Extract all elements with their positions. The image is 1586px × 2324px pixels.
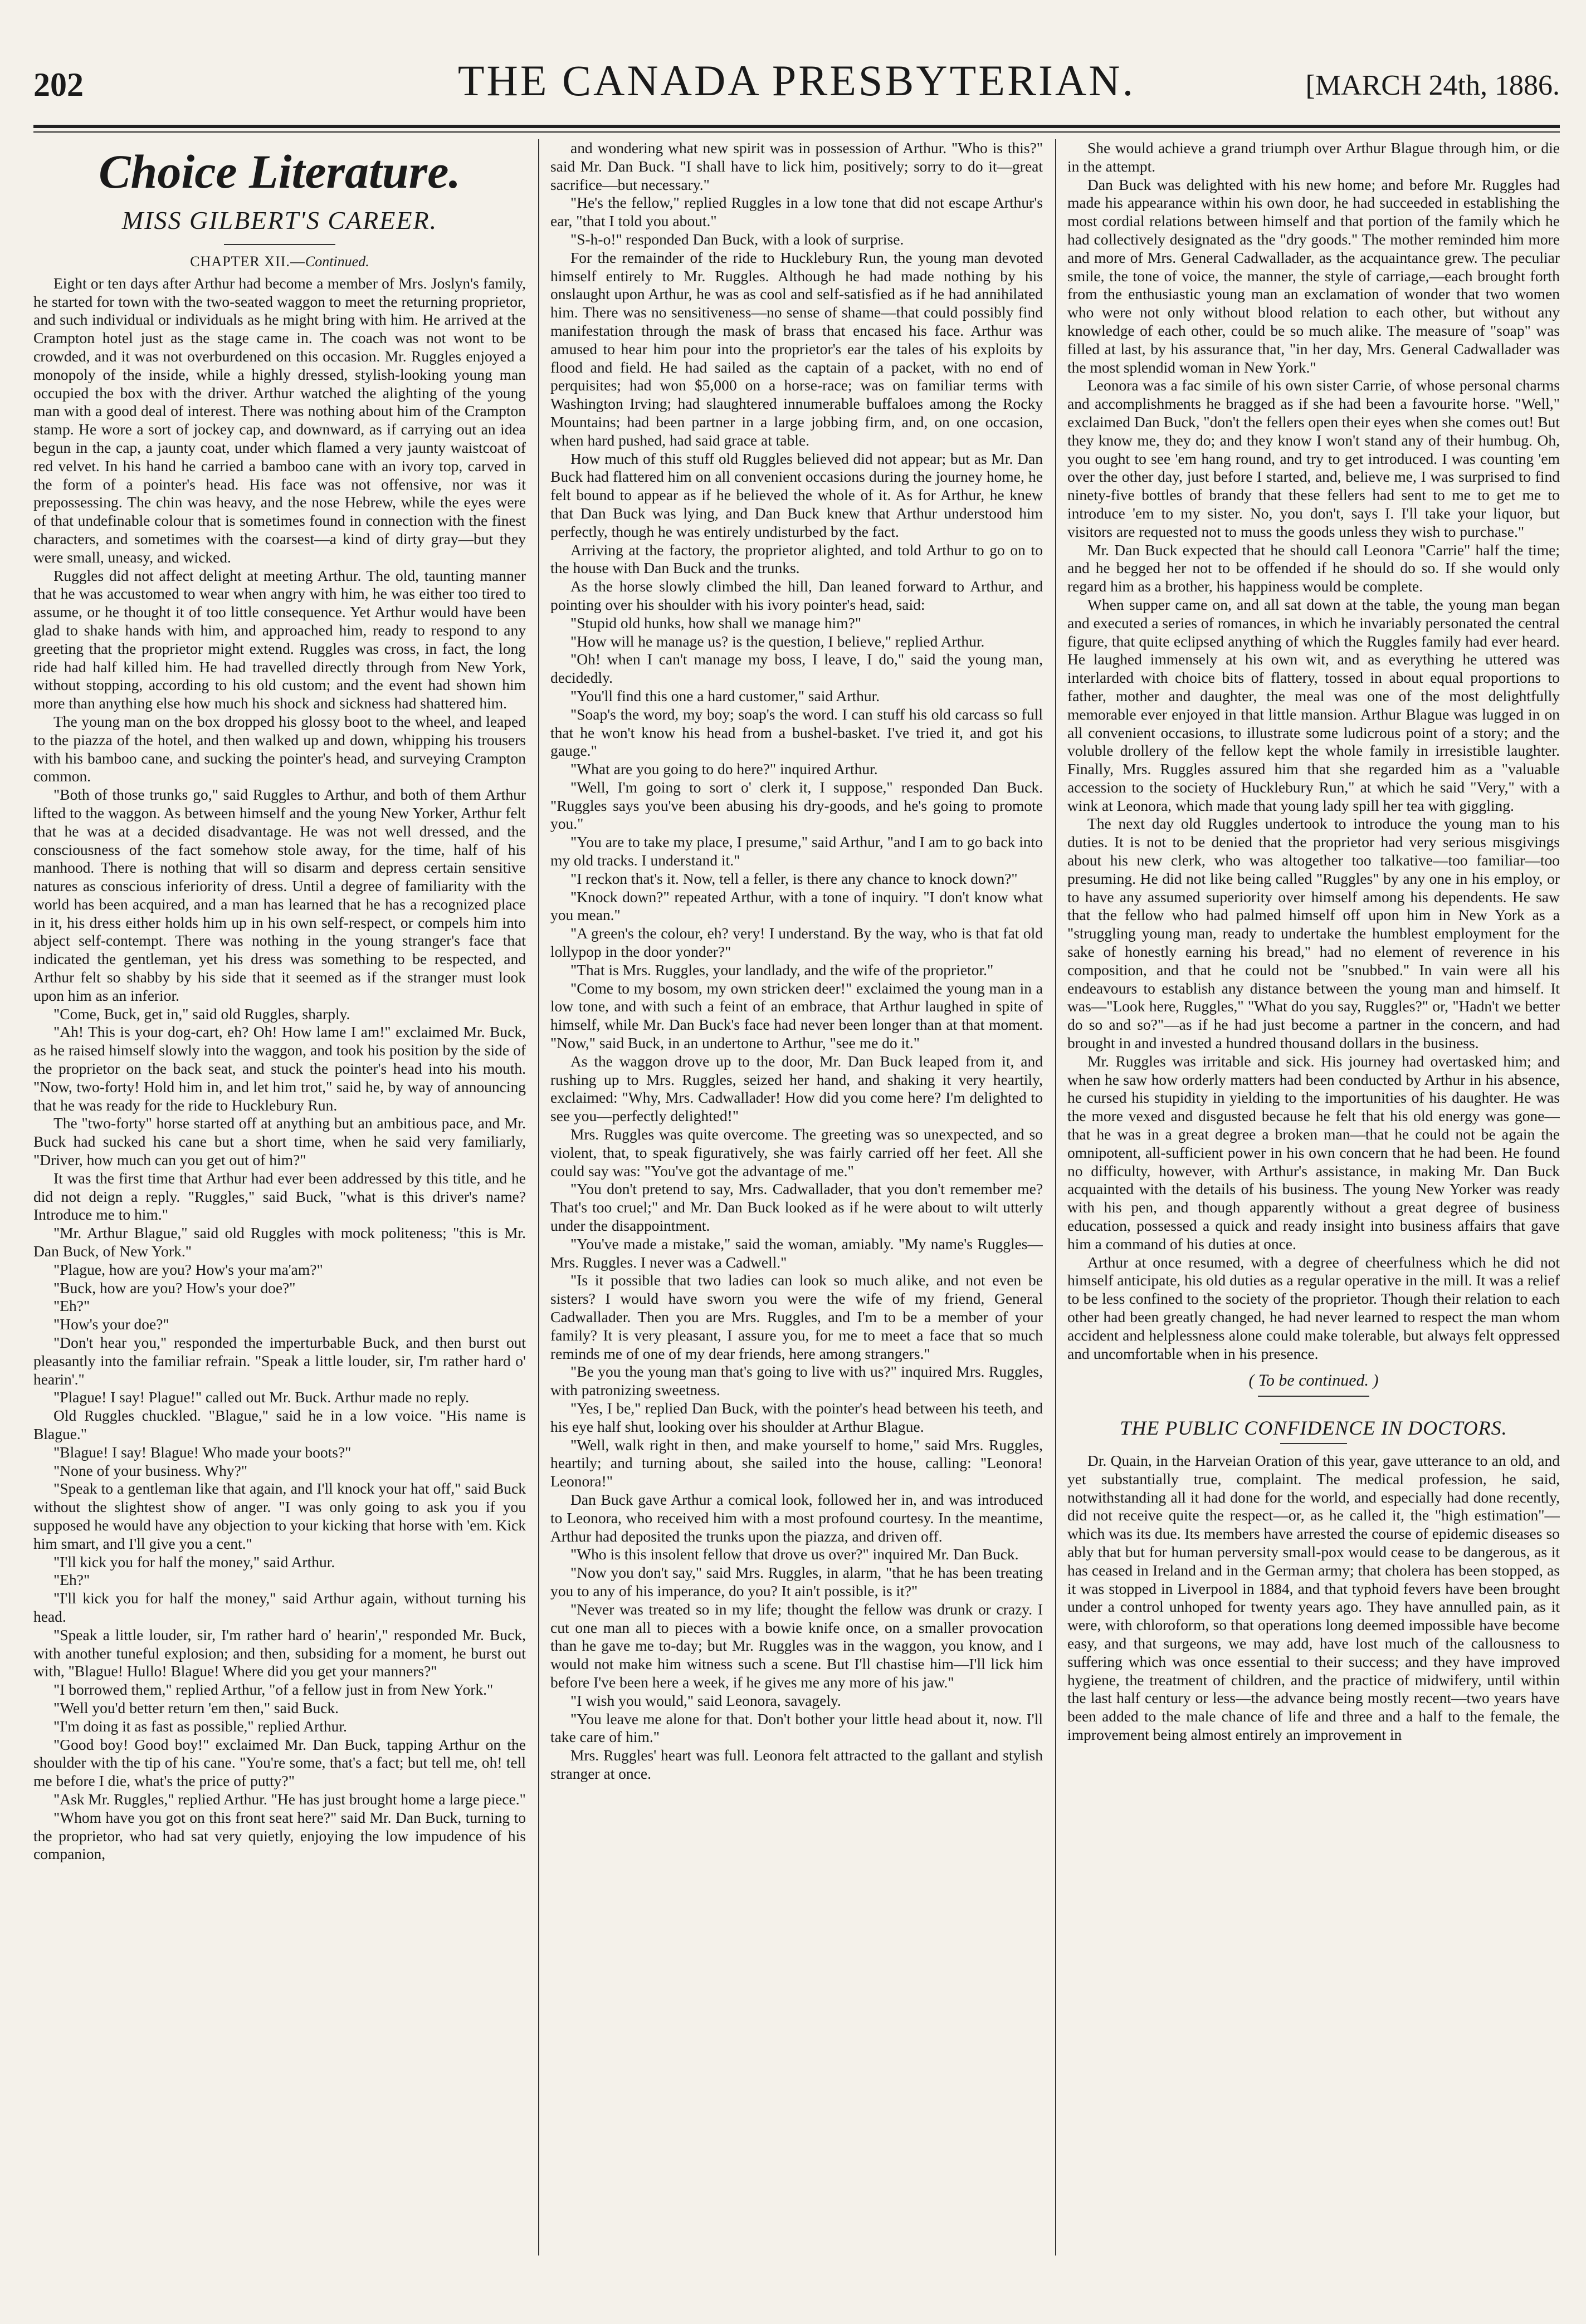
paragraph: "He's the fellow," replied Ruggles in a low tone that did not escape Arthur's ear, "that I told you about." (550, 194, 1043, 230)
column-2 (550, 139, 1043, 2255)
paragraph: "How's your doe?" (53, 1315, 169, 1333)
paragraph: "You leave me alone for that. Don't bother your little head about it, now. I'll take care of him." (550, 1710, 1043, 1746)
paragraph: Arriving at the factory, the proprietor alighted, and told Arthur to go on to the house with Dan Buck and the trunks. (550, 541, 1043, 577)
chapter-label: CHAPTER XII.— (190, 253, 305, 270)
paragraph: "None of your business. Why?" (53, 1461, 248, 1479)
paragraph: It was the first time that Arthur had ever been addressed by this title, and he did not deign a reply. "Ruggles," said Buck, "what is this driver's name? Introduce me to him." (33, 1169, 526, 1224)
paragraph: "I reckon that's it. Now, tell a feller, is there any chance to knock down?" (570, 869, 1018, 887)
paragraph: How much of this stuff old Ruggles believed did not appear; but as Mr. Dan Buck had flattered him on all convenient occasions during the journey home, he felt bound to appear as if he believed the whole of it. As for Arthur, he knew that Dan Buck was lying, and Dan Buck knew that Arthur understood him perfectly, though he was entirely undisturbed by the fact. (550, 449, 1043, 540)
story-title: MISS GILBERT'S CAREER. (121, 206, 438, 234)
paragraph: "Blague! I say! Blague! Who made your boots?" (53, 1443, 352, 1461)
paragraph: "Yes, I be," replied Dan Buck, with the pointer's head between his teeth, and his eye half shut, looking over his shoulder at Arthur Blague. (550, 1399, 1043, 1435)
paragraph: "You'll find this one a hard customer," said Arthur. (570, 687, 880, 704)
paragraph: "Speak a little louder, sir, I'm rather hard o' hearin'," responded Mr. Buck, with another tuneful explosion; and then, subsiding for a moment, he burst out with, "Blague! Hullo! Blague! Where did you get your manners?" (33, 1626, 526, 1680)
issue-date: [MARCH 24th, 1886. (1305, 70, 1560, 101)
column-divider (1055, 139, 1056, 2255)
paragraph: "Good boy! Good boy!" exclaimed Mr. Dan Buck, tapping Arthur on the shoulder with the tip of his cane. "You're some, that's a fact; but tell me, oh! tell me before I die, what's the price of putty?" (33, 1735, 526, 1790)
paragraph: "Whom have you got on this front seat here?" said Mr. Dan Buck, turning to the proprietor, who had sat very quietly, enjoying the low impudence of his companion, (33, 1808, 526, 1863)
paragraph: "Well, I'm going to sort o' clerk it, I suppose," responded Dan Buck. "Ruggles says you've been abusing his dry-goods, and he's going to promote you." (550, 778, 1043, 833)
paragraph: "Plague! I say! Plague!" called out Mr. Buck. Arthur made no reply. (53, 1388, 470, 1406)
paragraph: Mrs. Ruggles was quite overcome. The greeting was so unexpected, and so violent, that, to speak figuratively, she was fairly carried off her feet. All she could say was: "You've got the advantage of me." (550, 1126, 1043, 1180)
chapter-heading (33, 253, 526, 271)
paragraph: "You are to take my place, I presume," said Arthur, "and I am to go back into my old tracks. I understand it." (550, 833, 1043, 869)
paragraph: "What are you going to do here?" inquired Arthur. (570, 760, 878, 778)
paragraph: "Come to my bosom, my own stricken deer!" exclaimed the young man in a low tone, and with such a feint of an embrace, that Arthur laughed in spite of himself, while Mr. Dan Buck's face had never been longer than at that moment. "Now," said Buck, in an undertone to Arthur, "see me do it." (550, 979, 1043, 1052)
paragraph: Ruggles did not affect delight at meeting Arthur. The old, taunting manner that he was accustomed to wear when angry with him, he was either too tired to assume, or he thought it of too little consequence. Yet Arthur would have been glad to shake hands with him, and approached him, ready to respond to any greeting that the proprietor might extend. Ruggles was cross, in fact, the long ride had half killed him. He had travelled directly through from New York, without stopping, according to his old custom; and the event had shown him more than anything else how much his shock and sickness had shattered him. (33, 566, 526, 712)
paragraph: "How will he manage us? is the question, I believe," replied Arthur. (570, 632, 985, 650)
paragraph: "Plague, how are you? How's your ma'am?" (53, 1260, 323, 1278)
paragraph: Mrs. Ruggles' heart was full. Leonora felt attracted to the gallant and stylish stranger at once. (550, 1746, 1043, 1782)
paragraph: The next day old Ruggles undertook to introduce the young man to his duties. It is not to be denied that the proprietor had very serious misgivings about his new clerk, who was altogether too talkative—too familiar—too presuming. He did not like being called "Ruggles" by any one in his employ, or to have any assumed superiority over himself among his dependents. He saw that the fellow who had palmed himself off upon him in New York as a "struggling young man, ready to undertake the humblest employment for the sake of honestly earning his bread," had no element of reverence in his composition, and that he could not be "snubbed." In vain were all his endeavours to establish any distance between the young man and himself. It was—"Look here, Ruggles," "What do you say, Ruggles?" or, "Hadn't we better do so and so?"—as if he had just become a partner in the concern, and had brought in and invested a hundred thousand dollars in the business. (1067, 815, 1560, 1052)
paragraph: Mr. Dan Buck expected that he should call Leonora "Carrie" half the time; and he begged her not to be offended if he should do so. If she would only regard him as a brother, his happiness would be complete. (1067, 541, 1560, 595)
paragraph: "S-h-o!" responded Dan Buck, with a look of surprise. (570, 230, 904, 248)
paragraph: "Oh! when I can't manage my boss, I leave, I do," said the young man, decidedly. (550, 650, 1043, 687)
paragraph: "I wish you would," said Leonora, savagely. (570, 1691, 841, 1709)
masthead-title: THE CANADA PRESBYTERIAN. (457, 56, 1136, 105)
to-be-continued: ( To be continued. ) (1248, 1371, 1379, 1390)
article-body (1067, 1452, 1560, 1744)
paragraph: "I'll kick you for half the money," said Arthur again, without turning his head. (33, 1589, 526, 1625)
paragraph: "I borrowed them," replied Arthur, "of a fellow just in from New York." (53, 1681, 494, 1699)
story-body (33, 275, 526, 1863)
paragraph: The "two-forty" horse started off at anything but an ambitious pace, and Mr. Buck had sucked his cane but a short time, when he said very familiarly, "Driver, how much can you get out of him?" (33, 1114, 526, 1169)
paragraph: Dan Buck gave Arthur a comical look, followed her in, and was introduced to Leonora, who received him with a most profound courtesy. In the meantime, Arthur had deposited the trunks upon the piazza, and driven off. (550, 1490, 1043, 1545)
paragraph: Mr. Ruggles was irritable and sick. His journey had overtasked him; and when he saw how orderly matters had been conducted by Arthur in his absence, he cursed his stupidity in yielding to the importunities of his daughter. He was the more vexed and disgusted because he felt that his old energy was gone—that he was in a great degree a broken man—that he could not be again the omnipotent, all-sufficient power in his own concern that he had been. He found no difficulty, however, with Arthur's assistance, in making Mr. Dan Buck acquainted with the details of his business. The young New Yorker was ready with his pen, and though apparently without a great degree of business education, possessed a quick and ready insight into business affairs that gave him a command of his duties at once. (1067, 1052, 1560, 1252)
story-body (1067, 139, 1560, 1363)
paragraph: "Both of those trunks go," said Ruggles to Arthur, and both of them Arthur lifted to the waggon. As between himself and the young New Yorker, Arthur felt that he was at a decided disadvantage. He was not well dressed, and the consciousness of the fact somehow stole away, for the time, half of his manhood. There is nothing that will so disarm and depress certain sensitive natures as conscious inferiority of dress. Until a degree of familiarity with the world has been acquired, and a man has learned that he has a recognized place in it, his dress either holds him up in his own self-respect, or compels him into abject self-contempt. There was nothing in the young stranger's face that indicated the gentleman, yet his dress was something to be respected, and Arthur felt so shabby by his side that it seemed as if the stranger must look upon him as an inferior. (33, 786, 526, 1004)
paragraph: "I'm doing it as fast as possible," replied Arthur. (53, 1717, 347, 1735)
paragraph: When supper came on, and all sat down at the table, the young man began and executed a series of romances, in which he invariably personated the central figure, that quite eclipsed anything of which the Ruggles family had ever heard. He laughed immensely at his own wit, and as everything he uttered was interlarded with choice bits of flattery, tossed in about equal proportions to father, mother and daughter, the meal was one of the most delightfully memorable ever enjoyed in that little mansion. Arthur Blague was lugged in on all convenient occasions, to illustrate some ludicrous point of a story; and the voluble drollery of the fellow kept the whole family in irresistible laughter. Finally, Mrs. Ruggles assured him that she regarded him as a "valuable accession to the society of Hucklebury Run," at which he said "Very," with a wink at Leonora, which made that young lady spill her tea with giggling. (1067, 595, 1560, 814)
paragraph: "Eh?" (53, 1571, 90, 1589)
page-header (33, 56, 1560, 117)
paragraph: "Ah! This is your dog-cart, eh? Oh! How lame I am!" exclaimed Mr. Buck, as he raised himself slowly into the waggon, and took his position by the side of the proprietor on the back seat, and stuck the pointer's head into his mouth. "Now, two-forty! Hold him in, and let him trot," said he, by way of announcing that he was ready for the ride to Hucklebury Run. (33, 1023, 526, 1114)
paragraph: "Well you'd better return 'em then," said Buck. (53, 1699, 339, 1716)
paragraph: "Be you the young man that's going to live with us?" inquired Mrs. Ruggles, with patronizing sweetness. (550, 1363, 1043, 1399)
paragraph: As the waggon drove up to the door, Mr. Dan Buck leaped from it, and rushing up to Mrs. Ruggles, seized her hand, and shaking it very heartily, exclaimed: "Why, Mrs. Cadwallader! How did you come here? I'm delighted to see you—perfectly delighted!" (550, 1052, 1043, 1125)
paragraph: "Stupid old hunks, how shall we manage him?" (570, 614, 861, 632)
paragraph: As the horse slowly climbed the hill, Dan leaned forward to Arthur, and pointing over his shoulder with his ivory pointer's head, said: (550, 578, 1043, 613)
paragraph: The young man on the box dropped his glossy boot to the wheel, and leaped to the piazza of the hotel, and then walked up and down, whipping his trousers with his bamboo cane, and sucking the pointer's head, and surveying Crampton common. (33, 712, 526, 785)
paragraph: Dr. Quain, in the Harveian Oration of this year, gave utterance to an old, and yet substantially true, complaint. The medical profession, he said, notwithstanding all it had done for the world, and especially had done recently, did not receive quite the respect—or, as he called it, the "high estimation"—which was its due. Its members have arrested the course of epidemic diseases so ably that but for human perversity small-pox would cease to be dangerous, as it has ceased in Ireland and in the German army; that cholera has been stopped, as it was stopped in Liverpool in 1884, and that typhoid fevers have been brought under a control unhoped for twenty years ago. They have annulled pain, as it were, with chloroform, so that operations long deemed impossible have become easy, and that surgeons, we may add, have lost much of the callousness to suffering which was once essential to their success; and they have improved hygiene, the treatment of children, and the practice of midwifery, until within the last half century or less—the advance being mostly recent—two years have been added to the male chance of life and three and a half to the female, the improvement being almost entirely an improvement in (1067, 1451, 1560, 1743)
article-rule (1258, 1396, 1369, 1397)
title-rule (224, 244, 335, 245)
paragraph: Eight or ten days after Arthur had become a member of Mrs. Joslyn's family, he started for town with the two-seated waggon to meet the returning proprietor, and such individual or individuals as he might bring with him. He arrived at the Crampton hotel just as the stage came in. The coach was not wont to be crowded, and it was not overburdened on this occasion. Mr. Ruggles enjoyed a monopoly of the inside, while a highly dressed, stylish-looking young man occupied the box with the driver. Arthur watched the alighting of the young man with a good deal of interest. There was nothing about him of the Crampton stamp. He wore a sort of jockey cap, and downward, as if carrying out an idea begun in the cap, a jaunty coat, under which flamed a very jaunty waistcoat of red velvet. In his hand he carried a bamboo cane with an ivory top, carved in the form of a pointer's head. His face was not offensive, nor was it prepossessing. The chin was heavy, and the nose Hebrew, while the eyes were of that undefinable colour that is sometimes found in connection with the finest characters, and sometimes with the coarsest—a kind of dirty gray—but they were small, uneasy, and wicked. (33, 274, 526, 566)
header-rule-thin (33, 131, 1560, 133)
paragraph: "Eh?" (53, 1297, 90, 1315)
paragraph: "Now you don't say," said Mrs. Ruggles, in alarm, "that he has been treating you to any of his imperance, do you? It ain't possible, is it?" (550, 1564, 1043, 1599)
article-title-rule (1280, 1443, 1347, 1444)
paragraph: "That is Mrs. Ruggles, your landlady, and the wife of the proprietor." (570, 961, 994, 978)
paragraph: and wondering what new spirit was in possession of Arthur. "Who is this?" said Mr. Dan Buck. "I shall have to lick him, positively; sorry to do it—great sacrifice—but necessary." (550, 139, 1043, 193)
paragraph: "A green's the colour, eh? very! I understand. By the way, who is that fat old lollypop in the door yonder?" (550, 924, 1043, 961)
column-divider (538, 139, 539, 2255)
paragraph: Old Ruggles chuckled. "Blague," said he in a low voice. "His name is Blague." (33, 1407, 526, 1442)
paragraph: Leonora was a fac simile of his own sister Carrie, of whose personal charms and accomplishments he bragged as if she had been a favourite horse. "Well," exclaimed Dan Buck, "don't the fellers open their eyes when she comes out! But they know me, they do; and they know I won't stand any of their humbug. Oh, you ought to see 'em hang round, and try to get introduced. I was counting 'em over the other day, just before I started, and, believe me, I was surprised to find ninety-five bottles of brandy that these fellers had sent to me to get me to introduce 'em to my sister. No, you don't, says I. I'll take your liquor, but visitors are requested not to muss the goods unless they wish to purchase." (1067, 376, 1560, 540)
section-title: Choice Literature. (99, 145, 461, 198)
paragraph: "Buck, how are you? How's your doe?" (53, 1279, 296, 1296)
paragraph: "Never was treated so in my life; thought the fellow was drunk or crazy. I cut one man all to pieces with a bowie knife once, on a smaller provocation than he gave me to-day; but Mr. Ruggles was in the waggon, you know, and I would not make him witness such a scene. But I'll chastise him—I'll lick him before I've been here a week, if he gives me any more of his jaw." (550, 1600, 1043, 1691)
column-3 (1067, 139, 1560, 2255)
paragraph: "Don't hear you," responded the imperturbable Buck, and then burst out pleasantly into the familiar refrain. "Speak a little louder, sir, I'm rather hard o' hearin'." (33, 1334, 526, 1388)
paragraph: Arthur at once resumed, with a degree of cheerfulness which he did not himself anticipate, his old duties as a regular operative in the mill. It was a relief to be less confined to the society of the proprietor. Though their relation to each other had been greatly changed, he had never learned to respect the man whom accident and helplessness alone could make tolerable, but always felt oppressed and uncomfortable when in his presence. (1067, 1253, 1560, 1362)
chapter-continued: Continued. (305, 253, 369, 270)
paragraph: "Who is this insolent fellow that drove us over?" inquired Mr. Dan Buck. (570, 1545, 1019, 1563)
paragraph: "Speak to a gentleman like that again, and I'll knock your hat off," said Buck without the slightest show of anger. "I was only going to ask you if you supposed he would have any objection to your kicking that horse with 'em. Kick him smart, and I'll give you a cent." (33, 1480, 526, 1552)
paragraph: "Well, walk right in then, and make yourself to home," said Mrs. Ruggles, heartily; and turning about, she sailed into the house, calling: "Leonora! Leonora!" (550, 1436, 1043, 1490)
article-title: THE PUBLIC CONFIDENCE IN DOCTORS. (1120, 1417, 1507, 1440)
paragraph: "Knock down?" repeated Arthur, with a tone of inquiry. "I don't know what you mean." (550, 888, 1043, 924)
paragraph: "Mr. Arthur Blague," said old Ruggles with mock politeness; "this is Mr. Dan Buck, of New York." (33, 1224, 526, 1260)
paragraph: For the remainder of the ride to Hucklebury Run, the young man devoted himself entirely to Mr. Ruggles. Although he had made nothing by his onslaught upon Arthur, he was as cool and self-satisfied as if he had annihilated him. There was no sensitiveness—no sense of shame—that could possibly find manifestation through the mask of brass that encased his face. Arthur was amused to hear him pour into the proprietor's ear the tales of his exploits by flood and field. He had sailed as the captain of a packet, with no end of perquisites; had won $5,000 on a horse-race; was on familiar terms with Washington Irving; had slaughtered innumerable buffaloes among the Rocky Mountains; had been partner in a large jobbing firm, and, on one occasion, when hard pushed, had said grace at table. (550, 248, 1043, 449)
paragraph: Dan Buck was delighted with his new home; and before Mr. Ruggles had made his appearance within his own door, he had succeeded in establishing the most cordial relations between himself and that portion of the family which he had collectively designated as the "dry goods." The mother reminded him more and more of Mrs. General Cadwallader, as the acquaintance grew. The peculiar smile, the tone of voice, the manner, the style of carriage,—each brought forth from the enthusiastic young man an exclamation of wonder that two women who were not only without blood relation to each other, but without any knowledge of each other, could be so much alike. The measure of "soap" was filled at last, by his assurance that, "in her day, Mrs. General Cadwallader was the most splendid woman in New York." (1067, 175, 1560, 376)
paragraph: "Come, Buck, get in," said old Ruggles, sharply. (53, 1005, 350, 1022)
paragraph: "Ask Mr. Ruggles," replied Arthur. "He has just brought home a large piece." (53, 1790, 526, 1808)
header-rule (33, 125, 1560, 128)
page-number: 202 (33, 66, 84, 103)
paragraph: "You don't pretend to say, Mrs. Cadwallader, that you don't remember me? That's too cruel;" and Mr. Dan Buck looked as if he were about to wilt utterly under the disappointment. (550, 1180, 1043, 1235)
paragraph: "Is it possible that two ladies can look so much alike, and not even be sisters? I would have sworn you were the wife of my friend, General Cadwallader. Then you are Mrs. Ruggles, and I'm to be a member of your family? It is very pleasant, I assure you, for me to meet a face that so much reminds me of one of my dear friends, here among strangers." (550, 1271, 1043, 1362)
story-body (550, 139, 1043, 1783)
paragraph: "You've made a mistake," said the woman, amiably. "My name's Ruggles—Mrs. Ruggles. I never was a Cadwell." (550, 1235, 1043, 1271)
paragraph: "I'll kick you for half the money," said Arthur. (53, 1553, 335, 1570)
paragraph: She would achieve a grand triumph over Arthur Blague through him, or die in the attempt. (1067, 139, 1560, 175)
paragraph: "Soap's the word, my boy; soap's the word. I can stuff his old carcass so full that he won't know his head from a bushel-basket. I've tried it, and got his gauge." (550, 705, 1043, 760)
column-1 (33, 139, 526, 2255)
